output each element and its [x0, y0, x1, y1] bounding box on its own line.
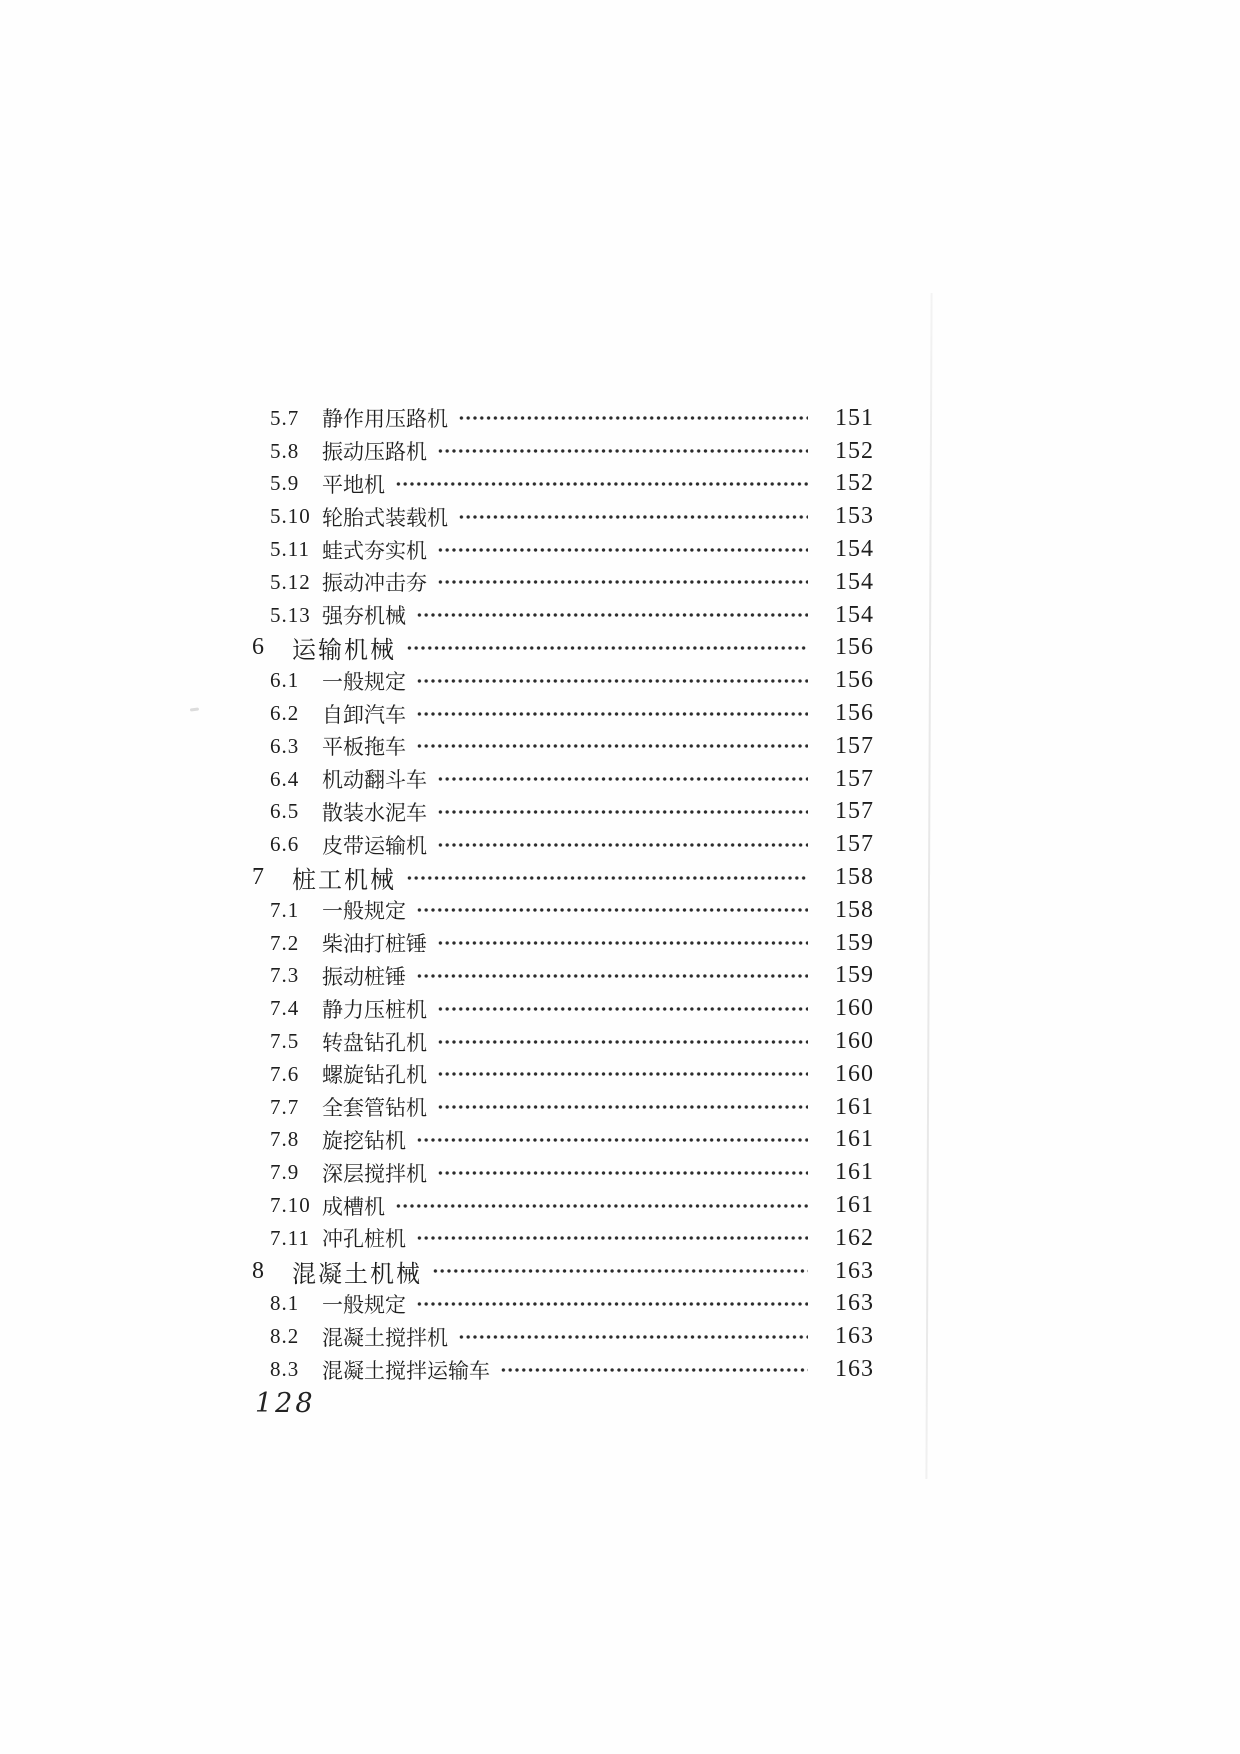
- toc-entry-page: 157: [835, 765, 874, 792]
- dot-leader: [395, 473, 808, 495]
- toc-entry-number: 5.12: [270, 569, 311, 594]
- toc-entry-title: 一般规定: [322, 1292, 406, 1317]
- toc-entry-page: 157: [835, 798, 874, 825]
- toc-entry-page: 163: [835, 1356, 874, 1382]
- dot-leader: [458, 506, 808, 528]
- toc-entry-title: 运输机械: [292, 638, 396, 665]
- toc-entry-number: 6.5: [270, 799, 300, 824]
- toc-entry-page: 159: [835, 962, 874, 989]
- toc-entry: [0, 861, 1240, 894]
- toc-entry-number: 6.1: [270, 668, 300, 693]
- toc-entry-number: 7.11: [270, 1225, 310, 1250]
- toc-entry-number: 8.2: [270, 1324, 300, 1349]
- dot-leader: [395, 1195, 808, 1217]
- toc-entry-page: 159: [835, 929, 874, 956]
- toc-entry-number: 5.13: [270, 602, 311, 627]
- dot-leader: [406, 867, 808, 889]
- toc-entry-title: 桩工机械: [292, 868, 396, 895]
- toc-entry-number: 7: [252, 864, 265, 891]
- toc-entry-title: 轮胎式装载机: [322, 505, 448, 530]
- toc-entry-page: 160: [835, 995, 874, 1022]
- toc-entry-title: 平板拖车: [322, 735, 406, 760]
- toc-entry: [0, 402, 1240, 435]
- toc-entry-title: 深层搅拌机: [322, 1161, 427, 1186]
- toc-entry: [0, 566, 1240, 599]
- toc-entry-page: 161: [835, 1126, 874, 1153]
- dot-leader: [416, 735, 808, 757]
- toc-entry-number: 7.1: [270, 897, 300, 922]
- toc-entry-page: 163: [835, 1290, 874, 1317]
- toc-entry-number: 5.7: [270, 405, 300, 430]
- toc-entry-title: 强夯机械: [322, 604, 406, 629]
- toc-entry-page: 157: [835, 831, 874, 858]
- toc-entry: [0, 599, 1240, 632]
- toc-list: [0, 402, 1240, 1386]
- toc-entry-page: 156: [835, 700, 874, 727]
- dot-leader: [416, 670, 808, 692]
- toc-entry-number: 5.10: [270, 504, 311, 529]
- dot-leader: [416, 1227, 808, 1249]
- toc-entry-title: 蛙式夯实机: [322, 538, 427, 563]
- toc-entry-title: 振动压路机: [322, 440, 427, 465]
- toc-entry-page: 160: [835, 1028, 874, 1055]
- toc-entry: [0, 992, 1240, 1025]
- toc-entry-number: 5.9: [270, 471, 300, 496]
- toc-entry-number: 7.3: [270, 963, 300, 988]
- dot-leader: [437, 998, 808, 1020]
- toc-entry-number: 8: [252, 1257, 265, 1284]
- toc-entry-number: 5.11: [270, 537, 310, 562]
- toc-entry: [0, 828, 1240, 861]
- toc-entry: [0, 796, 1240, 829]
- toc-entry-page: 162: [835, 1224, 874, 1251]
- toc-entry-title: 混凝土机械: [292, 1261, 422, 1288]
- toc-entry-page: 161: [835, 1159, 874, 1186]
- dot-leader: [432, 1260, 808, 1282]
- dot-leader: [406, 637, 808, 659]
- toc-entry-page: 156: [835, 634, 874, 661]
- dot-leader: [437, 801, 808, 823]
- toc-entry-number: 6.3: [270, 733, 300, 758]
- toc-entry: [0, 1025, 1240, 1058]
- toc-entry-number: 7.4: [270, 996, 300, 1021]
- toc-entry: [0, 730, 1240, 763]
- dot-leader: [458, 407, 808, 429]
- toc-entry: [0, 533, 1240, 566]
- toc-entry-page: 154: [835, 568, 874, 595]
- toc-entry-page: 160: [835, 1060, 874, 1087]
- dot-leader: [437, 1031, 808, 1053]
- toc-entry-number: 7.10: [270, 1193, 311, 1218]
- toc-entry-number: 6: [252, 634, 265, 661]
- dot-leader: [437, 834, 808, 856]
- toc-entry-title: 全套管钻机: [322, 1096, 427, 1121]
- toc-entry: [0, 697, 1240, 730]
- toc-entry: [0, 1255, 1240, 1288]
- toc-entry: [0, 1288, 1240, 1321]
- toc-entry-number: 6.2: [270, 701, 300, 726]
- toc-entry-number: 6.6: [270, 832, 300, 857]
- toc-entry-title: 旋挖钻机: [322, 1128, 406, 1153]
- dot-leader: [416, 899, 808, 921]
- dot-leader: [437, 1063, 808, 1085]
- toc-entry-title: 机动翻斗车: [322, 768, 427, 793]
- dot-leader: [416, 703, 808, 725]
- toc-entry: [0, 1091, 1240, 1124]
- toc-entry-title: 混凝土搅拌机: [322, 1325, 448, 1350]
- toc-entry: [0, 927, 1240, 960]
- toc-entry: [0, 1353, 1240, 1386]
- dot-leader: [437, 1162, 808, 1184]
- dot-leader: [458, 1326, 808, 1348]
- toc-entry-number: 8.1: [270, 1291, 300, 1316]
- toc-entry: [0, 468, 1240, 501]
- toc-entry-page: 158: [835, 896, 874, 923]
- toc-entry-title: 静力压桩机: [322, 997, 427, 1022]
- toc-entry-title: 皮带运输机: [322, 833, 427, 858]
- toc-entry-page: 153: [835, 503, 874, 530]
- toc-entry: [0, 1124, 1240, 1157]
- toc-entry: [0, 763, 1240, 796]
- toc-entry-page: 157: [835, 732, 874, 759]
- dot-leader: [416, 1293, 808, 1315]
- toc-entry-number: 7.6: [270, 1061, 300, 1086]
- dot-leader: [500, 1359, 808, 1381]
- toc-entry-number: 8.3: [270, 1357, 300, 1381]
- toc-entry: [0, 435, 1240, 468]
- toc-entry-page: 154: [835, 601, 874, 628]
- toc-entry-title: 混凝土搅拌运输车: [322, 1358, 490, 1383]
- toc-entry-title: 振动冲击夯: [322, 571, 427, 596]
- toc-entry-page: 161: [835, 1093, 874, 1120]
- toc-entry-page: 151: [835, 404, 874, 431]
- toc-entry-title: 一般规定: [322, 899, 406, 924]
- toc-entry-number: 7.7: [270, 1094, 300, 1119]
- dot-leader: [437, 539, 808, 561]
- toc-entry-title: 成槽机: [322, 1194, 385, 1219]
- dot-leader: [437, 1096, 808, 1118]
- toc-entry: [0, 500, 1240, 533]
- toc-entry-title: 散装水泥车: [322, 800, 427, 825]
- toc-entry-page: 163: [835, 1323, 874, 1350]
- toc-entry-title: 冲孔桩机: [322, 1227, 406, 1252]
- page-number-footer: 128: [255, 1388, 316, 1419]
- toc-entry-title: 振动桩锤: [322, 964, 406, 989]
- dot-leader: [416, 1129, 808, 1151]
- toc-entry: [0, 1058, 1240, 1091]
- toc-entry: [0, 1156, 1240, 1189]
- toc-entry-title: 静作用压路机: [322, 407, 448, 432]
- toc-entry: [0, 960, 1240, 993]
- toc-entry: [0, 1222, 1240, 1255]
- dot-leader: [416, 604, 808, 626]
- toc-entry: [0, 1320, 1240, 1353]
- dot-leader: [437, 768, 808, 790]
- dot-leader: [437, 571, 808, 593]
- toc-entry-title: 柴油打桩锤: [322, 932, 427, 957]
- toc-entry-page: 156: [835, 667, 874, 694]
- toc-entry-page: 158: [835, 864, 874, 891]
- toc-entry-number: 7.9: [270, 1160, 300, 1185]
- toc-entry-number: 5.8: [270, 438, 300, 463]
- toc-entry-title: 自卸汽车: [322, 702, 406, 727]
- dot-leader: [416, 965, 808, 987]
- toc-entry-number: 7.8: [270, 1127, 300, 1152]
- toc-entry-page: 152: [835, 470, 874, 497]
- toc-entry: [0, 1189, 1240, 1222]
- toc-entry-number: 7.2: [270, 930, 300, 955]
- toc-entry: [0, 632, 1240, 665]
- toc-entry-title: 一般规定: [322, 669, 406, 694]
- toc-entry-title: 平地机: [322, 472, 385, 497]
- dot-leader: [437, 440, 808, 462]
- toc-entry-title: 螺旋钻孔机: [322, 1063, 427, 1088]
- toc-entry-title: 转盘钻孔机: [322, 1030, 427, 1055]
- toc-entry: [0, 894, 1240, 927]
- toc-entry-page: 163: [835, 1257, 874, 1284]
- toc-entry-page: 154: [835, 536, 874, 563]
- toc-entry: [0, 664, 1240, 697]
- toc-entry-number: 7.5: [270, 1029, 300, 1054]
- toc-entry-page: 161: [835, 1192, 874, 1219]
- toc-entry-number: 6.4: [270, 766, 300, 791]
- dot-leader: [437, 932, 808, 954]
- toc-entry-page: 152: [835, 437, 874, 464]
